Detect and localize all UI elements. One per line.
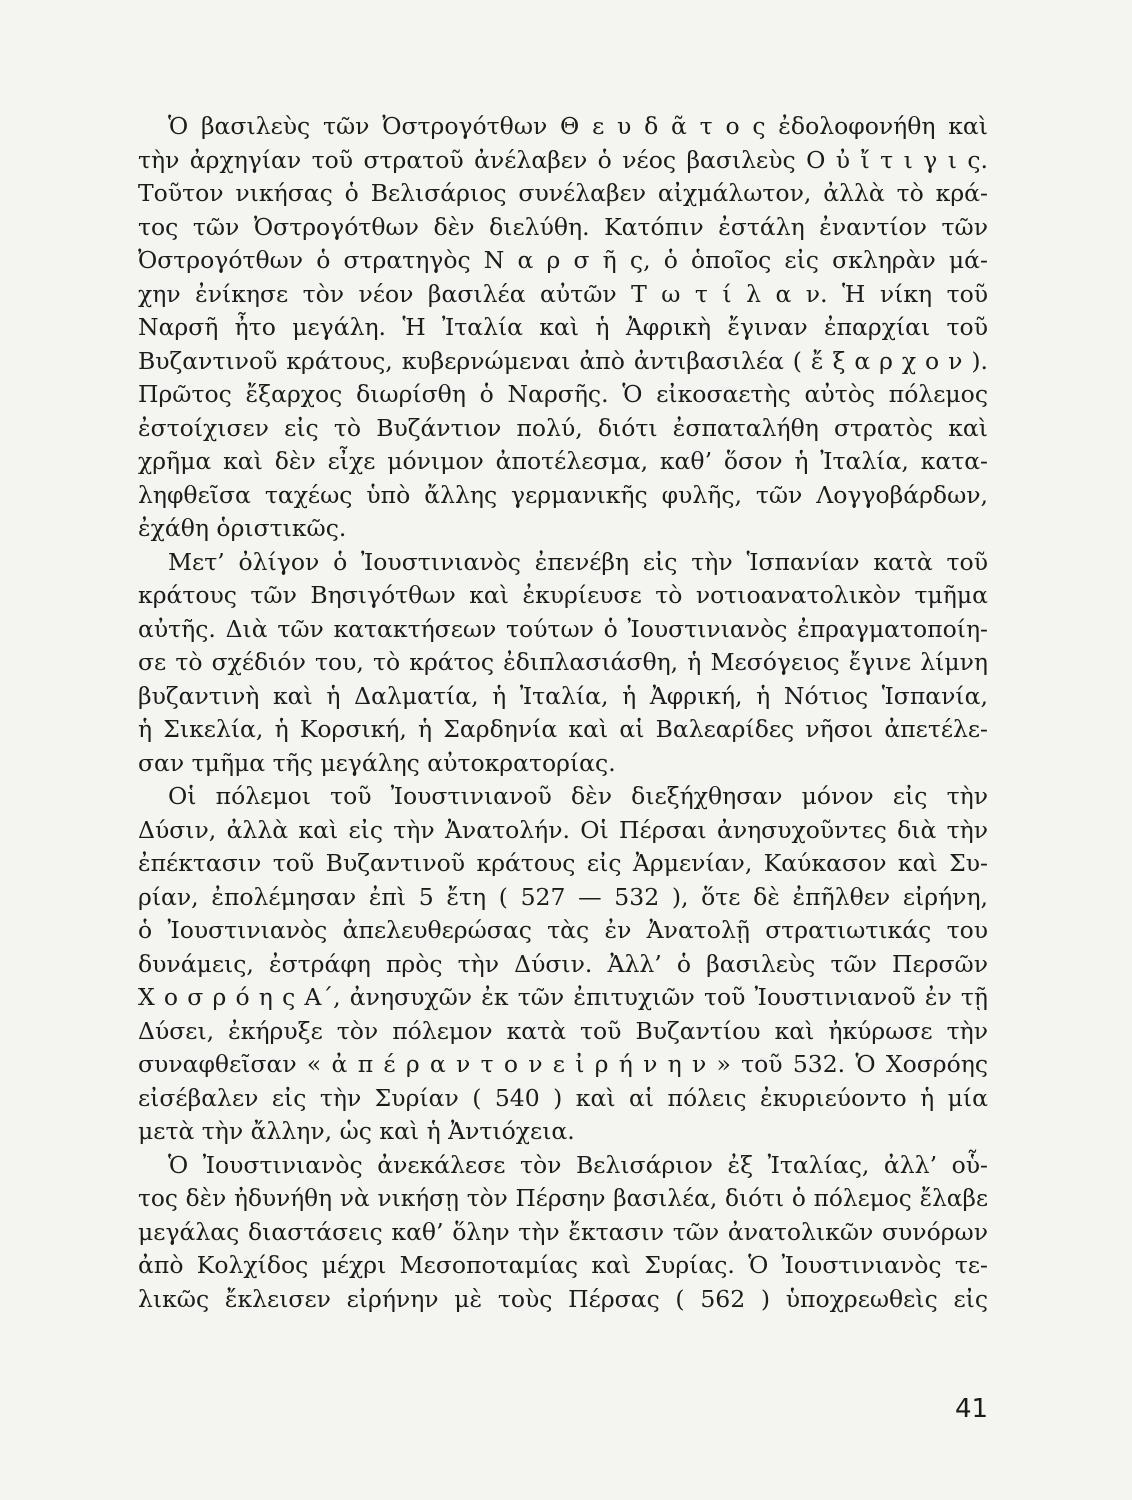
text-line: Οἱ πόλεμοι τοῦ Ἰουστινιανοῦ δὲν διεξήχθησαν μόνον εἰς τὴν — [168, 782, 988, 810]
page-number: 41 — [955, 1394, 989, 1424]
text-line: χρῆμα καὶ δὲν εἶχε μόνιμον ἀποτέλεσμα, καθ’ ὅσον ἡ Ἰταλία, κατα- — [138, 447, 988, 475]
text-line: λικῶς ἔκλεισεν εἰρήνην μὲ τοὺς Πέρσας ( 562 ) ὑποχρεωθεὶς εἰς — [138, 1284, 988, 1313]
text-line: Δύσιν, ἀλλὰ καὶ εἰς τὴν Ἀνατολήν. Οἱ Πέρσαι ἀνησυχοῦντες διὰ τὴν — [138, 815, 988, 844]
text-line: ἐχάθη ὁριστικῶς. — [138, 514, 347, 542]
text-line: Ὁ Ἰουστινιανὸς ἀνεκάλεσε τὸν Βελισάριον ἐξ Ἰταλίας, ἀλλ’ οὗ- — [168, 1150, 988, 1179]
text-line: αὐτῆς. Διὰ τῶν κατακτήσεων τούτων ὁ Ἰουστινιανὸς ἐπραγματοποίη- — [138, 614, 988, 643]
text-line: ἐπέκτασιν τοῦ Βυζαντινοῦ κράτους εἰς Ἀρμενίαν, Καύκασον καὶ Συ- — [138, 849, 988, 877]
body-text — [138, 110, 988, 1316]
text-line: Μετ’ ὀλίγον ὁ Ἰουστινιανὸς ἐπενέβη εἰς τὴν Ἱσπανίαν κατὰ τοῦ — [168, 547, 988, 576]
text-line: Δύσει, ἐκήρυξε τὸν πόλεμον κατὰ τοῦ Βυζαντίου καὶ ἠκύρωσε τὴν — [138, 1016, 988, 1045]
text-line: ἐστοίχισεν εἰς τὸ Βυζάντιον πολύ, διότι ἐσπαταλήθη στρατὸς καὶ — [138, 413, 988, 442]
text-line: Ὁ βασιλεὺς τῶν Ὀστρογότθων Θ ε υ δ ᾶ τ ο ς ἐδολοφονήθη καὶ — [168, 112, 988, 140]
text-line: ὁ Ἰουστινιανὸς ἀπελευθερώσας τὰς ἐν Ἀνατολῇ στρατιωτικάς του — [138, 916, 988, 944]
text-line: τὴν ἀρχηγίαν τοῦ στρατοῦ ἀνέλαβεν ὁ νέος βασιλεὺς Ο ὐ ἴ τ ι γ ι ς. — [138, 145, 988, 174]
text-line: κράτους τῶν Βησιγότθων καὶ ἐκυρίευσε τὸ νοτιοανατολικὸν τμῆμα — [138, 581, 988, 609]
text-line: Ναρσῆ ἦτο μεγάλη. Ἡ Ἰταλία καὶ ἡ Ἀφρικὴ ἔγιναν ἐπαρχίαι τοῦ — [138, 313, 988, 341]
text-line: εἰσέβαλεν εἰς τὴν Συρίαν ( 540 ) καὶ αἱ πόλεις ἐκυριεύοντο ἡ μία — [138, 1083, 988, 1112]
text-line: μετὰ τὴν ἄλλην, ὡς καὶ ἡ Ἀντιόχεια. — [138, 1117, 575, 1145]
text-line: σαν τμῆμα τῆς μεγάλης αὐτοκρατορίας. — [138, 748, 616, 777]
text-line: βυζαντινὴ καὶ ἡ Δαλματία, ἡ Ἰταλία, ἡ Ἀφρική, ἡ Νότιος Ἱσπανία, — [138, 681, 988, 710]
text-line: σε τὸ σχέδιόν του, τὸ κράτος ἐδιπλασιάσθη, ἡ Μεσόγειος ἔγινε λίμνη — [138, 648, 988, 676]
text-line: ἡ Σικελία, ἡ Κορσική, ἡ Σαρδηνία καὶ αἱ Βαλεαρίδες νῆσοι ἀπετέλε- — [138, 715, 988, 743]
text-line: Χ ο σ ρ ό η ς Α΄, ἀνησυχῶν ἐκ τῶν ἐπιτυχιῶν τοῦ Ἰουστινιανοῦ ἐν τῇ — [138, 983, 988, 1011]
text-line: ἀπὸ Κολχίδος μέχρι Μεσοποταμίας καὶ Συρίας. Ὁ Ἰουστινιανὸς τε- — [138, 1251, 988, 1279]
text-line: Τοῦτον νικήσας ὁ Βελισάριος συνέλαβεν αἰχμάλωτον, ἀλλὰ τὸ κρά- — [138, 179, 988, 207]
paragraph — [138, 1149, 988, 1317]
text-line: τος τῶν Ὀστρογότθων δὲν διελύθη. Κατόπιν ἐστάλη ἐναντίον τῶν — [138, 212, 988, 241]
text-line: Ὀστρογότθων ὁ στρατηγὸς Ν α ρ σ ῆ ς, ὁ ὁποῖος εἰς σκληρὰν μά- — [138, 246, 988, 274]
text-line: τος δὲν ἠδυνήθη νὰ νικήσῃ τὸν Πέρσην βασιλέα, διότι ὁ πόλεμος ἔλαβε — [138, 1185, 988, 1212]
text-line: μεγάλας διαστάσεις καθ’ ὅλην τὴν ἔκτασιν τῶν ἀνατολικῶν συνόρων — [138, 1217, 988, 1246]
text-line: ληφθεῖσα ταχέως ὑπὸ ἄλλης γερμανικῆς φυλῆς, τῶν Λογγοβάρδων, — [138, 480, 988, 509]
text-line: ρίαν, ἐπολέμησαν ἐπὶ 5 ἔτη ( 527 — 532 ), ὅτε δὲ ἐπῆλθεν εἰρήνη, — [138, 882, 988, 911]
paragraph — [138, 780, 988, 1149]
text-line: δυνάμεις, ἐστράφη πρὸς τὴν Δύσιν. Ἀλλ’ ὁ βασιλεὺς τῶν Περσῶν — [138, 949, 988, 978]
text-line: χην ἐνίκησε τὸν νέον βασιλέα αὐτῶν Τ ω τ ί λ α ν. Ἡ νίκη τοῦ — [138, 279, 988, 308]
paragraph — [138, 546, 988, 781]
text-line: Βυζαντινοῦ κράτους, κυβερνώμεναι ἀπὸ ἀντιβασιλέα ( ἔ ξ α ρ χ ο ν ). — [138, 346, 988, 375]
text-line: Πρῶτος ἔξαρχος διωρίσθη ὁ Ναρσῆς. Ὁ εἰκοσαετὴς αὐτὸς πόλεμος — [138, 380, 988, 408]
text-line: συναφθεῖσαν « ἀ π έ ρ α ν τ ο ν ε ἰ ρ ή ν η ν » τοῦ 532. Ὁ Χοσρόης — [138, 1050, 988, 1078]
paragraph — [138, 110, 988, 546]
